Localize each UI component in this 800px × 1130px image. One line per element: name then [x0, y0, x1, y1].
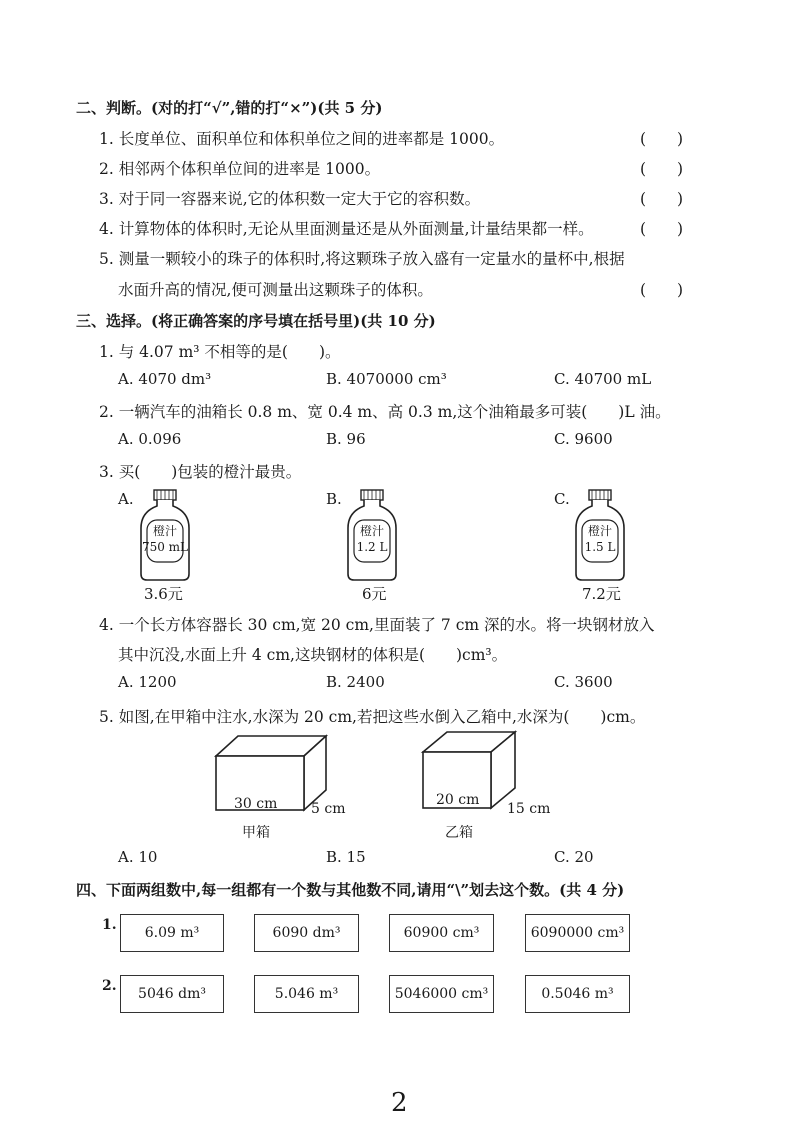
choice-q4: 4. 一个长方体容器长 30 cm,宽 20 cm,里面装了 7 cm 深的水。将一块钢材放入 — [99, 616, 655, 634]
odd-group-2-box-3[interactable]: 5046000 cm³ — [389, 975, 494, 1013]
box-jia-label: 甲箱 — [242, 825, 270, 841]
odd-group-2-box-4[interactable]: 0.5046 m³ — [525, 975, 630, 1013]
judge-item-3: 3. 对于同一容器来说,它的体积数一定大于它的容积数。 — [99, 190, 481, 208]
judge-answer-4[interactable]: ( ) — [640, 220, 684, 238]
choice-q2: 2. 一辆汽车的油箱长 0.8 m、宽 0.4 m、高 0.3 m,这个油箱最多可装( )L 油。 — [99, 403, 671, 421]
box-yi-length: 20 cm — [436, 792, 480, 808]
choice-q2-option-b: B. 96 — [326, 430, 366, 448]
bottle-c-volume: 1.5 L — [584, 540, 616, 554]
choice-q1-option-b: B. 4070000 cm³ — [326, 370, 447, 388]
choice-q4-option-b: B. 2400 — [326, 673, 385, 691]
bottle-b-name: 橙汁 — [359, 524, 384, 538]
odd-group-2-box-2[interactable]: 5.046 m³ — [254, 975, 359, 1013]
page-number: 2 — [391, 1088, 408, 1118]
judge-answer-5[interactable]: ( ) — [640, 281, 684, 299]
choice-q5-option-c: C. 20 — [554, 848, 594, 866]
box-jia-width: 5 cm — [311, 801, 346, 817]
box-yi-width: 15 cm — [507, 801, 551, 817]
bottle-a-letter: A. — [118, 490, 134, 508]
bottle-c-name: 橙汁 — [587, 524, 612, 538]
choice-q2-option-a: A. 0.096 — [118, 430, 182, 448]
choice-q5-option-b: B. 15 — [326, 848, 366, 866]
judge-item-1: 1. 长度单位、面积单位和体积单位之间的进率都是 1000。 — [99, 130, 505, 148]
choice-q4-line2: 其中沉没,水面上升 4 cm,这块钢材的体积是( )cm³。 — [118, 646, 508, 664]
bottle-b-price: 6元 — [362, 585, 387, 603]
judge-answer-2[interactable]: ( ) — [640, 160, 684, 178]
section-judge-title: 二、判断。(对的打“√”,错的打“×”)(共 5 分) — [76, 99, 383, 117]
choice-q1-option-a: A. 4070 dm³ — [118, 370, 212, 388]
odd-group-1-box-3[interactable]: 60900 cm³ — [389, 914, 494, 952]
box-yi-label: 乙箱 — [445, 825, 473, 841]
odd-group-1-index: 1. — [102, 917, 117, 933]
bottle-a-volume: 750 mL — [141, 540, 189, 554]
judge-item-5-line2: 水面升高的情况,便可测量出这颗珠子的体积。 — [118, 281, 433, 299]
odd-group-1-box-1[interactable]: 6.09 m³ — [120, 914, 224, 952]
section-odd-title: 四、下面两组数中,每一组都有一个数与其他数不同,请用“\”划去这个数。(共 4 分) — [76, 881, 625, 899]
odd-group-2-box-1[interactable]: 5046 dm³ — [120, 975, 224, 1013]
bottle-c-letter: C. — [554, 490, 570, 508]
bottle-c-price: 7.2元 — [582, 585, 621, 603]
bottle-b-volume: 1.2 L — [356, 540, 388, 554]
bottle-a-price: 3.6元 — [144, 585, 183, 603]
choice-q5: 5. 如图,在甲箱中注水,水深为 20 cm,若把这些水倒入乙箱中,水深为( )cm。 — [99, 708, 646, 726]
odd-group-1-box-4[interactable]: 6090000 cm³ — [525, 914, 630, 952]
bottle-b-letter: B. — [326, 490, 342, 508]
section-choice-title: 三、选择。(将正确答案的序号填在括号里)(共 10 分) — [76, 312, 436, 330]
judge-item-4: 4. 计算物体的体积时,无论从里面测量还是从外面测量,计量结果都一样。 — [99, 220, 594, 238]
judge-answer-3[interactable]: ( ) — [640, 190, 684, 208]
odd-group-1-box-2[interactable]: 6090 dm³ — [254, 914, 359, 952]
odd-group-2-index: 2. — [102, 978, 117, 994]
choice-q1: 1. 与 4.07 m³ 不相等的是( )。 — [99, 343, 341, 361]
choice-q5-option-a: A. 10 — [118, 848, 158, 866]
choice-q1-option-c: C. 40700 mL — [554, 370, 652, 388]
choice-q3: 3. 买( )包装的橙汁最贵。 — [99, 463, 302, 481]
choice-q4-option-c: C. 3600 — [554, 673, 613, 691]
box-jia-length: 30 cm — [234, 796, 278, 812]
judge-item-2: 2. 相邻两个体积单位间的进率是 1000。 — [99, 160, 381, 178]
bottle-a-name: 橙汁 — [152, 524, 177, 538]
choice-q2-option-c: C. 9600 — [554, 430, 613, 448]
judge-item-5: 5. 测量一颗较小的珠子的体积时,将这颗珠子放入盛有一定量水的量杯中,根据 — [99, 250, 625, 268]
choice-q4-option-a: A. 1200 — [118, 673, 177, 691]
judge-answer-1[interactable]: ( ) — [640, 130, 684, 148]
